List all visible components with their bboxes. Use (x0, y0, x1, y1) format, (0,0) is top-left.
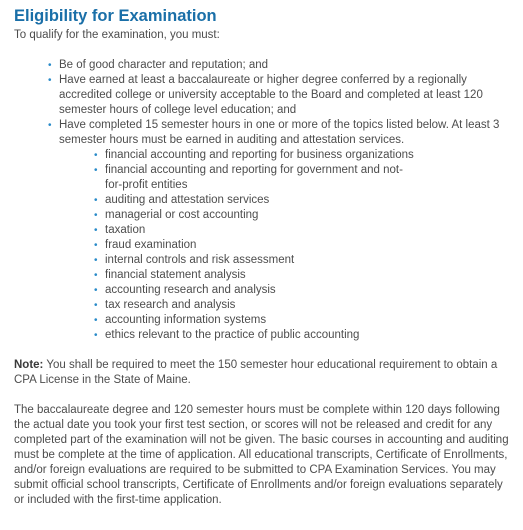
topics-list (59, 148, 511, 343)
topic-item: • fraud examination (105, 238, 415, 253)
note-label: Note: (14, 359, 44, 371)
topic-item: • financial accounting and reporting for business organizations (105, 148, 415, 163)
topic-item: • auditing and attestation services (105, 193, 415, 208)
requirement-text: Have completed 15 semester hours in one or more of the topics listed below. At least 3 semester hours must be earned in auditing and attestation services. (59, 119, 500, 146)
note-text: You shall be required to meet the 150 semester hour educational requirement to obtain a CPA License in the State of Maine. (14, 359, 498, 386)
page-title: Eligibility for Examination (14, 7, 217, 25)
topic-item: • financial accounting and reporting for government and not-for-profit entities (105, 163, 415, 193)
topic-item: • accounting information systems (105, 313, 415, 328)
closing-paragraph: The baccalaureate degree and 120 semester hours must be complete within 120 days following the actual date you took your first test section, or scores will not be released and credit for any completed part of the examination will not be given. The basic courses in accounting and auditing must be complete at the time of application. All educational transcripts, Certificate of Enrollments, and/or foreign evaluations are required to be submitted to CPA Examination Services. You may submit official school transcripts, Certificate of Enrollments and/or foreign evaluations separately or included with the first-time application. (14, 404, 509, 506)
topic-item: • accounting research and analysis (105, 283, 415, 298)
topic-item: • internal controls and risk assessment (105, 253, 415, 268)
topic-item: • taxation (105, 223, 415, 238)
note-paragraph (14, 358, 511, 388)
topic-item: • ethics relevant to the practice of public accounting (105, 328, 415, 343)
requirement-item: • Be of good character and reputation; and (59, 58, 511, 73)
requirements-list (14, 58, 511, 343)
topic-item: • tax research and analysis (105, 298, 415, 313)
topic-item: • managerial or cost accounting (105, 208, 415, 223)
requirement-item-topics (59, 118, 511, 343)
requirement-item: • Have earned at least a baccalaureate or higher degree conferred by a regionally accredited college or university acceptable to the Board and completed at least 120 semester hours of college level education; and (59, 73, 511, 118)
topic-item: • financial statement analysis (105, 268, 415, 283)
intro-text: To qualify for the examination, you must: (14, 29, 220, 41)
